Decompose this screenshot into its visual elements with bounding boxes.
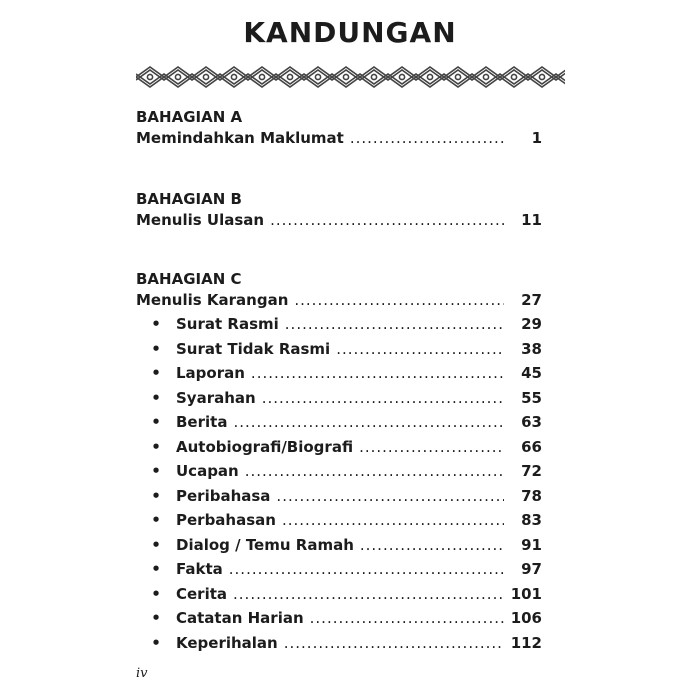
bullet-icon: • — [151, 584, 161, 603]
toc-subitem-label: Laporan — [176, 364, 245, 382]
toc-subitem[interactable] — [136, 631, 542, 656]
dot-leader — [229, 557, 504, 582]
toc-subitem-label: Perbahasan — [176, 511, 276, 529]
toc-subitem-label: Surat Rasmi — [176, 315, 279, 333]
toc-subitem-page: 63 — [521, 413, 542, 431]
section-heading: BAHAGIAN C — [136, 270, 242, 288]
dot-leader — [350, 127, 504, 150]
toc-subitem[interactable] — [136, 410, 542, 435]
dot-leader — [245, 459, 504, 484]
toc-entry-label: Menulis Ulasan — [136, 211, 265, 229]
subitem-list — [136, 312, 542, 655]
section-b — [136, 190, 542, 232]
bullet-icon: • — [151, 633, 161, 652]
table-of-contents — [136, 108, 542, 655]
toc-subitem-label: Keperihalan — [176, 633, 278, 652]
page-folio: iv — [136, 666, 148, 681]
toc-entry-page: 11 — [521, 211, 542, 229]
toc-subitem-page: 45 — [521, 364, 542, 382]
bullet-icon: • — [151, 511, 161, 529]
toc-subitem[interactable] — [136, 361, 542, 386]
toc-entry[interactable] — [136, 209, 542, 232]
dot-leader — [262, 386, 504, 411]
toc-subitem-page: 72 — [521, 462, 542, 480]
toc-subitem[interactable] — [136, 533, 542, 558]
toc-subitem-page: 112 — [510, 633, 542, 652]
toc-subitem-label: Surat Tidak Rasmi — [176, 339, 331, 358]
bullet-icon: • — [151, 462, 161, 480]
toc-subitem[interactable] — [136, 484, 542, 509]
dot-leader — [359, 435, 504, 460]
bullet-icon: • — [151, 413, 161, 431]
toc-subitem[interactable] — [136, 337, 542, 362]
toc-subitem[interactable] — [136, 435, 542, 460]
section-heading: BAHAGIAN B — [136, 190, 242, 208]
toc-subitem[interactable] — [136, 606, 542, 631]
toc-subitem-label: Berita — [176, 413, 228, 431]
dot-leader — [284, 631, 504, 656]
toc-subitem[interactable] — [136, 312, 542, 337]
toc-subitem-label: Ucapan — [176, 462, 239, 480]
bullet-icon: • — [151, 437, 161, 456]
toc-subitem-label: Cerita — [176, 584, 228, 603]
bullet-icon: • — [151, 364, 161, 382]
dot-leader — [285, 312, 504, 337]
dot-leader — [360, 533, 504, 558]
toc-subitem-label: Syarahan — [176, 388, 256, 407]
toc-subitem-page: 55 — [521, 388, 542, 407]
toc-subitem-page: 101 — [510, 584, 542, 603]
bullet-icon: • — [151, 315, 161, 333]
toc-subitem-label: Autobiografi/Biografi — [176, 437, 354, 456]
toc-subitem-label: Fakta — [176, 560, 223, 578]
toc-subitem-page: 91 — [521, 535, 542, 554]
page-title: KANDUNGAN — [243, 16, 457, 49]
toc-entry[interactable] — [136, 127, 542, 150]
toc-subitem-page: 97 — [521, 560, 542, 578]
toc-subitem[interactable] — [136, 557, 542, 582]
bullet-icon: • — [151, 486, 161, 505]
dot-leader — [233, 410, 504, 435]
section-a — [136, 108, 542, 150]
bullet-icon: • — [151, 609, 161, 627]
toc-entry-page: 1 — [531, 129, 542, 147]
toc-subitem-page: 66 — [521, 437, 542, 456]
toc-subitem[interactable] — [136, 582, 542, 607]
zigzag-border-ornament-icon — [136, 64, 565, 90]
toc-subitem-page: 106 — [510, 609, 542, 627]
toc-subitem[interactable] — [136, 508, 542, 533]
dot-leader — [251, 361, 504, 386]
toc-entry-label: Memindahkan Maklumat — [136, 129, 344, 147]
toc-subitem-page: 78 — [521, 486, 542, 505]
dot-leader — [310, 606, 504, 631]
toc-subitem-label: Dialog / Temu Ramah — [176, 535, 354, 554]
toc-entry-page: 27 — [521, 291, 542, 309]
toc-entry[interactable] — [136, 289, 542, 312]
dot-leader — [270, 209, 504, 232]
toc-entry-label: Menulis Karangan — [136, 291, 289, 309]
toc-subitem-page: 83 — [521, 511, 542, 529]
section-heading: BAHAGIAN A — [136, 108, 243, 126]
dot-leader — [233, 582, 504, 607]
toc-subitem-page: 29 — [521, 315, 542, 333]
dot-leader — [294, 289, 504, 312]
toc-subitem-label: Peribahasa — [176, 486, 271, 505]
dot-leader — [282, 508, 504, 533]
section-c — [136, 270, 542, 655]
bullet-icon: • — [151, 560, 161, 578]
toc-subitem-label: Catatan Harian — [176, 609, 304, 627]
toc-subitem-page: 38 — [521, 339, 542, 358]
bullet-icon: • — [151, 388, 161, 407]
dot-leader — [336, 337, 504, 362]
dot-leader — [276, 484, 504, 509]
bullet-icon: • — [151, 535, 161, 554]
bullet-icon: • — [151, 339, 161, 358]
toc-subitem[interactable] — [136, 459, 542, 484]
toc-subitem[interactable] — [136, 386, 542, 411]
